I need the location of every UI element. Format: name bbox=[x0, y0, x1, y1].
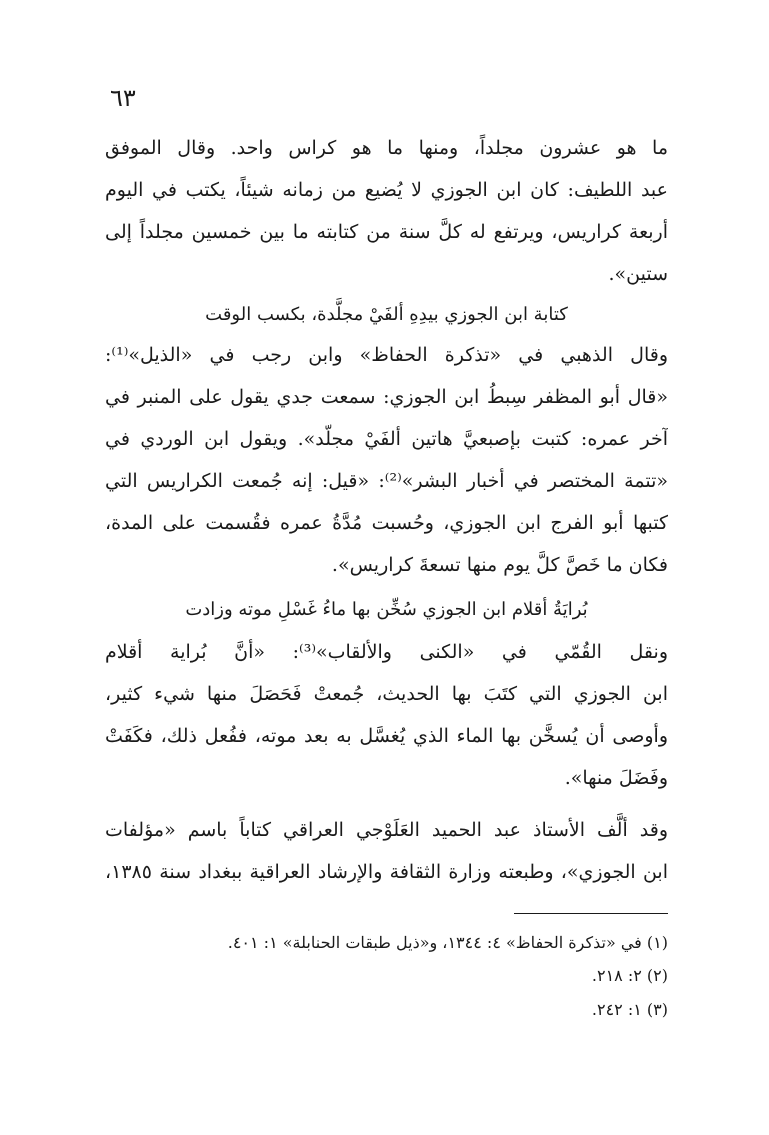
section-heading: بُرايَةُ أقلام ابن الجوزي سُخِّن بها ماءُ غَسْلِ موته وزادت bbox=[185, 599, 588, 620]
footnote-divider bbox=[514, 913, 668, 914]
section-heading: كتابة ابن الجوزي بيدِهِ ألفَيْ مجلَّدة، بكسب الوقت bbox=[205, 304, 568, 325]
footnote-2: (٢) ٢: ٢١٨. bbox=[591, 966, 668, 985]
paragraph-line: ابن الجوزي التي كتَبَ بها الحديث، جُمعتْ فَحَصَلَ منها شيء كثير، bbox=[105, 683, 668, 705]
paragraph-line: ستين». bbox=[608, 263, 668, 285]
paragraph-line: «تتمة المختصر في أخبار البشر»⁽²⁾: «قيل: إنه جُمعت الكراريس التي bbox=[105, 470, 668, 492]
paragraph-line: وقد ألَّف الأستاذ عبد الحميد العَلَوْجي العراقي كتاباً باسم «مؤلفات bbox=[105, 819, 668, 841]
paragraph-line: وفَضَلَ منها». bbox=[564, 767, 668, 789]
paragraph-line: عبد اللطيف: كان ابن الجوزي لا يُضيع من زمانه شيئاً، يكتب في اليوم bbox=[105, 179, 668, 201]
paragraph-line: وأوصى أن يُسخَّن بها الماء الذي يُغسَّل به بعد موته، ففُعل ذلك، فكَفَتْ bbox=[105, 725, 668, 747]
footnote-1: (١) في «تذكرة الحفاظ» ٤: ١٣٤٤، و«ذيل طبقات الحنابلة» ١: ٤٠١. bbox=[227, 933, 668, 952]
paragraph-line: آخر عمره: كتبت بإصبعيَّ هاتين ألفَيْ مجلّد». ويقول ابن الوردي في bbox=[105, 428, 668, 450]
paragraph-line: «قال أبو المظفر سِبطُ ابن الجوزي: سمعت جدي يقول على المنبر في bbox=[105, 386, 668, 408]
paragraph-line: وقال الذهبي في «تذكرة الحفاظ» وابن رجب في «الذيل»⁽¹⁾: bbox=[105, 344, 668, 366]
paragraph-line: كتبها أبو الفرج ابن الجوزي، وحُسبت مُدَّةُ عمره فقُسمت على المدة، bbox=[105, 512, 668, 534]
page-number: ٦٣ bbox=[110, 84, 136, 112]
paragraph-line: أربعة كراريس، ويرتفع له كلَّ سنة من كتابته ما بين خمسين مجلداً إلى bbox=[105, 221, 668, 243]
paragraph-line: ما هو عشرون مجلداً، ومنها ما هو كراس واحد. وقال الموفق bbox=[105, 137, 668, 159]
paragraph-line: ابن الجوزي»، وطبعته وزارة الثقافة والإرشاد العراقية ببغداد سنة ١٣٨٥، bbox=[105, 861, 668, 883]
paragraph-line: ونقل القُمّي في «الكنى والألقاب»⁽³⁾: «أنَّ بُراية أقلام bbox=[105, 641, 668, 663]
footnote-3: (٣) ١: ٢٤٢. bbox=[591, 1000, 668, 1019]
main-text bbox=[105, 0, 668, 900]
paragraph-line: فكان ما خَصَّ كلَّ يوم منها تسعةَ كراريس». bbox=[331, 554, 668, 576]
